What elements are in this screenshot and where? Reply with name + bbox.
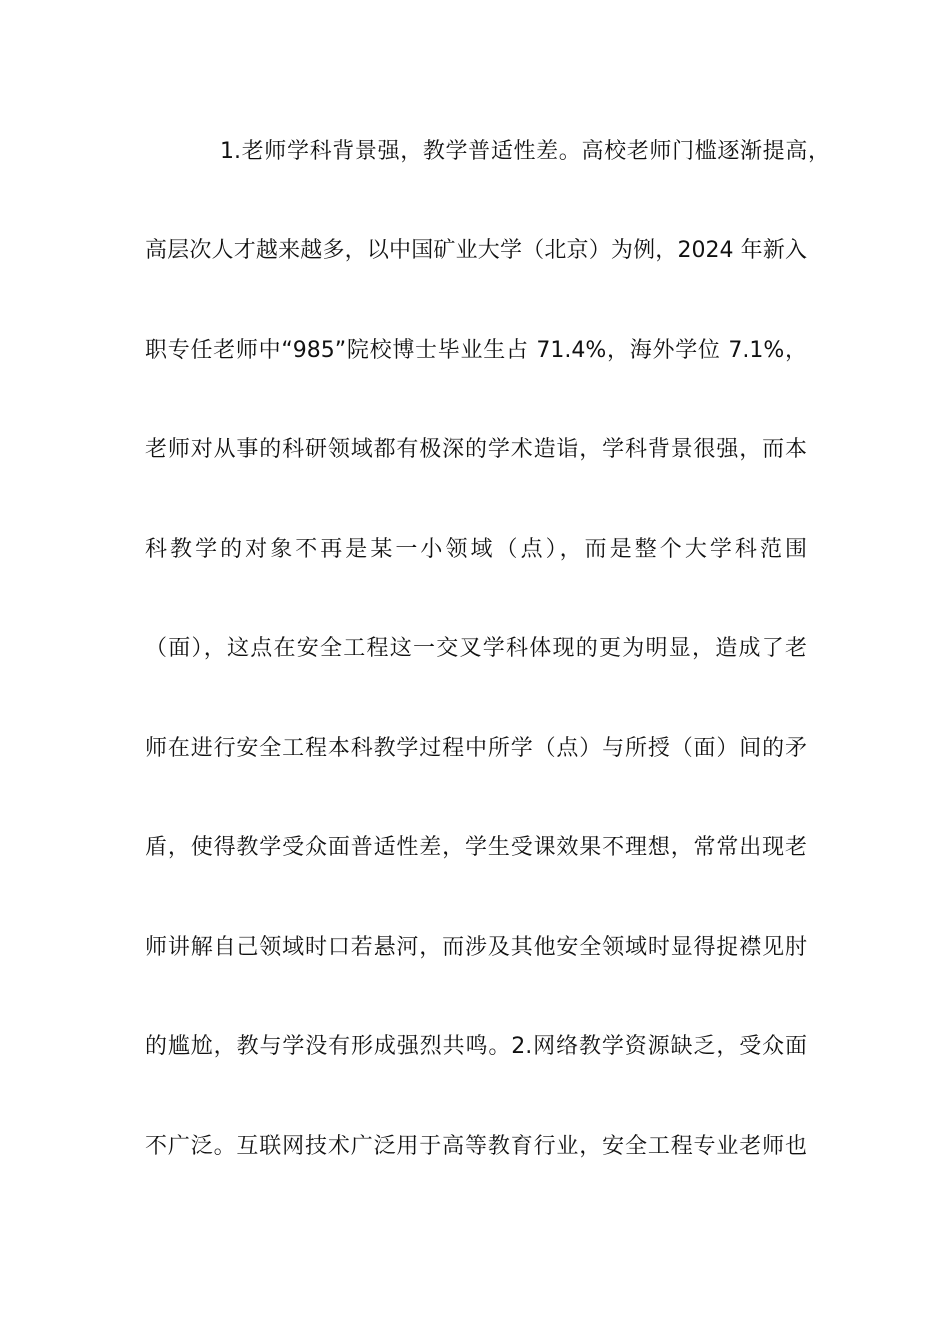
text-line-10: 的尴尬，教与学没有形成强烈共鸣。2.网络教学资源缺乏，受众面 [145, 1034, 807, 1059]
text-line-5: 科教学的对象不再是某一小领域（点），而是整个大学科范围 [145, 537, 807, 562]
text-line-3: 职专任老师中“985”院校博士毕业生占 71.4%，海外学位 7.1%， [145, 338, 807, 363]
text-line-6: （面），这点在安全工程这一交叉学科体现的更为明显，造成了老 [145, 636, 807, 661]
text-line-2: 高层次人才越来越多，以中国矿业大学（北京）为例，2024 年新入 [145, 238, 807, 263]
text-line-9: 师讲解自己领域时口若悬河，而涉及其他安全领域时显得捉襟见肘 [145, 935, 807, 960]
text-line-11: 不广泛。互联网技术广泛用于高等教育行业，安全工程专业老师也 [145, 1134, 807, 1159]
text-line-8: 盾，使得教学受众面普适性差，学生受课效果不理想，常常出现老 [145, 835, 807, 860]
text-line-4: 老师对从事的科研领域都有极深的学术造诣，学科背景很强，而本 [145, 437, 807, 462]
text-line-1: 1.老师学科背景强，教学普适性差。高校老师门槛逐渐提高， [220, 139, 830, 164]
text-line-7: 师在进行安全工程本科教学过程中所学（点）与所授（面）间的矛 [145, 736, 807, 761]
